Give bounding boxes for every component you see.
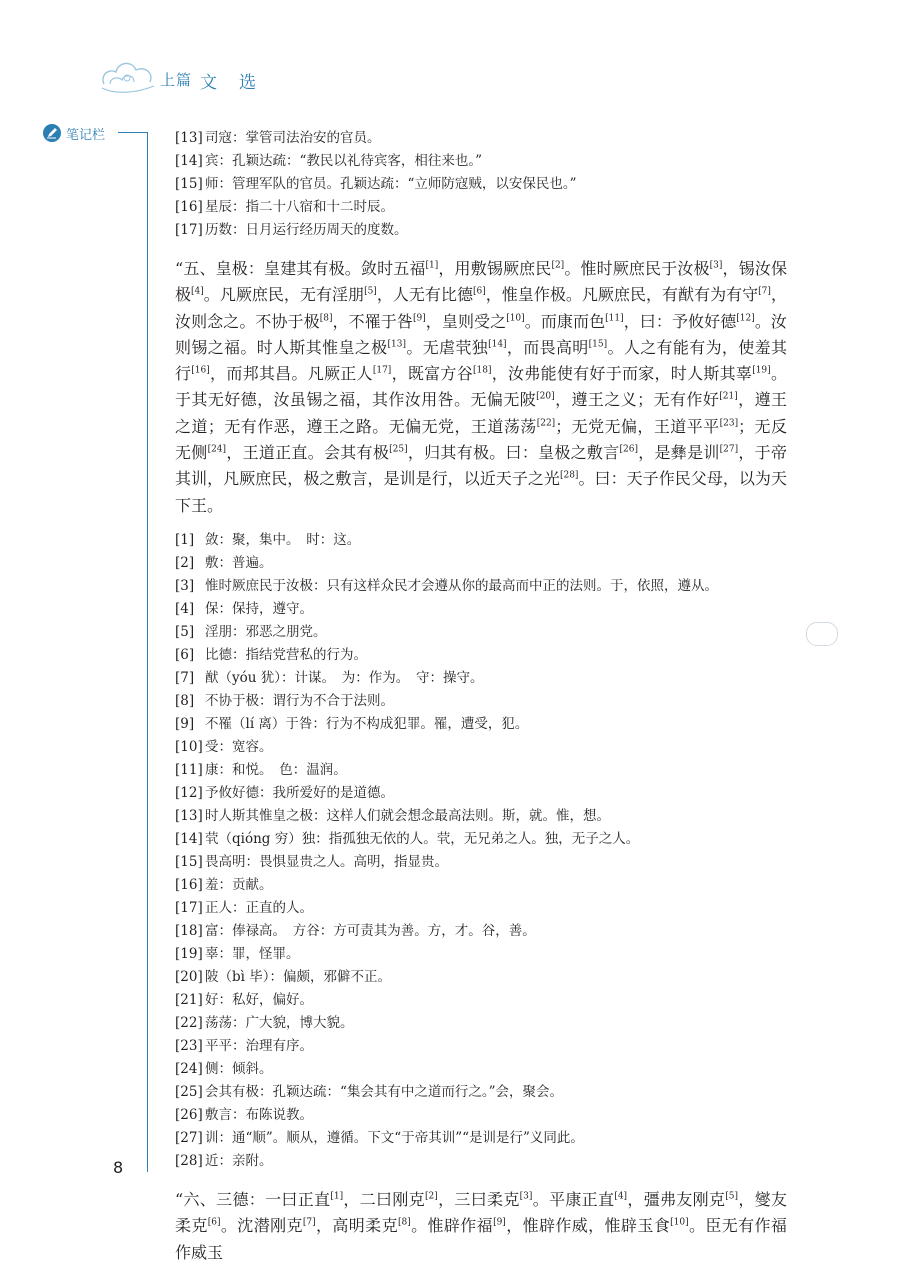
annotation-item <box>175 989 787 1012</box>
text-run: ，三曰柔克 <box>437 1189 520 1209</box>
footnote-ref: [8] <box>319 313 333 324</box>
text-run: ，遵王之义；无有作好 <box>554 390 720 410</box>
annotation-text: 平平：治理有序。 <box>205 1037 313 1054</box>
annotation-item <box>175 759 787 782</box>
annotation-text: 惟时厥庶民于汝极：只有这样众民才会遵从你的最高而中正的法则。于，依照，遵从。 <box>205 577 718 594</box>
decorative-badge <box>806 622 838 646</box>
annotation-number: [16] <box>175 199 203 215</box>
text-run: ，遵王之道；无有作恶，遵王之路。无偏无党，王道荡荡 <box>175 390 787 436</box>
annotation-number: [18] <box>175 922 203 939</box>
text-run: ，于帝其训，凡厥庶民，极之敷言，是训是行，以近天子之光 <box>175 443 787 489</box>
annotation-text: 师：管理军队的官员。孔颖达疏：“立师防寇贼，以安保民也。” <box>205 176 577 192</box>
text-run: 。曰：天子作民父母，以为天下王。 <box>175 469 787 515</box>
text-run: ，燮友柔克 <box>175 1189 787 1236</box>
annotation-item <box>175 1058 787 1081</box>
footnote-ref: [12] <box>736 313 755 324</box>
annotation-number: [15] <box>175 853 203 870</box>
annotation-number: [26] <box>175 1106 203 1123</box>
annotation-text: 正人：正直的人。 <box>205 899 313 916</box>
text-run: ，而畏高明 <box>506 337 589 357</box>
annotation-item <box>175 598 787 621</box>
annotation-item <box>175 851 787 874</box>
annotation-item <box>175 219 787 242</box>
annotation-item <box>175 874 787 897</box>
text-run: ，王道正直。会其有极 <box>226 443 390 463</box>
annotation-number: [22] <box>175 1014 203 1031</box>
annotation-text: 受：宽容。 <box>205 738 273 755</box>
annotation-item <box>175 966 787 989</box>
footnote-ref: [15] <box>588 339 608 350</box>
annotation-number: [13] <box>175 807 203 824</box>
text-run: “六、三德：一曰正直 <box>175 1189 331 1209</box>
text-run: ，汝则念之。不协于极 <box>175 285 787 331</box>
annotations-group-1 <box>175 127 787 242</box>
footnote-ref: [9] <box>493 1217 506 1228</box>
annotation-text: 侧：倾斜。 <box>205 1060 273 1077</box>
paragraph-huangji <box>175 256 787 519</box>
annotation-number: [10] <box>175 738 203 755</box>
text-run: ，用敷锡厥庶民 <box>438 259 552 278</box>
note-column-text: 笔记栏 <box>66 127 106 143</box>
annotation-number: [14] <box>175 830 203 847</box>
footnote-ref: [10] <box>506 313 525 324</box>
running-header <box>100 58 820 98</box>
annotation-text: 历数：日月运行经历周天的度数。 <box>205 222 408 238</box>
text-run: 。于其无好德，汝虽锡之福，其作汝用咎。无偏无陂 <box>175 364 787 410</box>
annotation-text: 近：亲附。 <box>205 1152 273 1169</box>
text-run: ，既富方谷 <box>391 364 473 384</box>
annotation-item <box>175 943 787 966</box>
page-content <box>175 127 787 1266</box>
annotation-item <box>175 127 787 150</box>
footnote-ref: [4] <box>614 1191 628 1202</box>
annotation-text: 保：保持，遵守。 <box>205 600 313 617</box>
annotation-text: 训：通“顺”。顺从，遵循。下文“于帝其训”“是训是行”义同此。 <box>205 1129 584 1146</box>
annotation-item <box>175 575 787 598</box>
annotation-item <box>175 1035 787 1058</box>
annotation-item <box>175 621 787 644</box>
footnote-ref: [18] <box>472 365 492 376</box>
annotation-text: 宾：孔颖达疏：“教民以礼待宾客，相往来也。” <box>205 153 483 169</box>
footnote-ref: [14] <box>488 339 507 350</box>
annotation-item <box>175 644 787 667</box>
pencil-note-icon <box>42 123 62 143</box>
annotation-number: [27] <box>175 1129 203 1146</box>
text-run: ，锡汝保极 <box>175 259 787 305</box>
header-part: 上篇 <box>160 71 193 89</box>
annotation-text: 陂（bì 毕）：偏颇，邪僻不正。 <box>205 968 392 985</box>
footnote-ref: [28] <box>559 471 579 482</box>
annotation-text: 羞：贡献。 <box>205 876 273 893</box>
annotation-item <box>175 828 787 851</box>
annotation-number: [1] <box>175 531 195 548</box>
annotation-item <box>175 150 787 173</box>
annotation-text: 敷言：布陈说教。 <box>205 1106 313 1123</box>
text-run: ，是彝是训 <box>637 443 720 463</box>
annotation-number: [19] <box>175 945 203 962</box>
footnote-ref: [5] <box>725 1191 739 1202</box>
annotation-number: [7] <box>175 669 195 686</box>
footnote-ref: [22] <box>536 418 556 429</box>
annotation-number: [25] <box>175 1083 203 1100</box>
footnote-ref: [25] <box>389 444 408 455</box>
annotation-number: [28] <box>175 1152 203 1169</box>
text-run: ，皇则受之 <box>425 311 507 331</box>
text-run: ，彊弗友刚克 <box>627 1189 726 1209</box>
annotation-number: [9] <box>175 715 195 732</box>
footnote-ref: [3] <box>519 1191 533 1202</box>
footnote-ref: [4] <box>191 286 204 297</box>
annotation-item <box>175 805 787 828</box>
annotation-number: [24] <box>175 1060 203 1077</box>
annotation-item <box>175 552 787 575</box>
footnote-ref: [20] <box>536 392 555 403</box>
annotation-text: 星辰：指二十八宿和十二时辰。 <box>205 199 394 215</box>
annotation-text: 荡荡：广大貌，博大貌。 <box>205 1014 354 1031</box>
text-run: ，惟皇作极。凡厥庶民，有猷有为有守 <box>485 285 759 305</box>
annotation-number: [21] <box>175 991 203 1008</box>
annotation-text: 敷：普遍。 <box>205 554 273 571</box>
annotation-number: [13] <box>175 130 203 146</box>
footnote-ref: [21] <box>719 392 738 403</box>
text-run: 。无虐茕独 <box>406 337 489 357</box>
text-run: ；无党无偏，王道平平 <box>555 416 720 436</box>
annotation-text: 好：私好，偏好。 <box>205 991 313 1008</box>
annotation-number: [17] <box>175 222 203 238</box>
note-column-label <box>42 123 105 143</box>
annotation-text: 畏高明：畏惧显贵之人。高明，指显贵。 <box>205 853 448 870</box>
footnote-ref: [10] <box>670 1217 689 1228</box>
footnote-ref: [2] <box>551 260 565 271</box>
text-run: ，而邦其昌。凡厥正人 <box>209 364 373 384</box>
text-run: ；无反无侧 <box>175 416 787 463</box>
text-run: ，高明柔克 <box>315 1216 398 1236</box>
text-run: ，曰：予攸好德 <box>623 311 737 331</box>
annotation-item <box>175 1127 787 1150</box>
sidebar-rule <box>118 132 148 133</box>
annotation-text: 猷（yóu 犹）：计谋。 为：作为。 守：操守。 <box>205 669 484 686</box>
annotation-number: [8] <box>175 692 195 709</box>
text-run: ，惟辟作威，惟辟玉食 <box>505 1216 671 1236</box>
annotation-item <box>175 1104 787 1127</box>
annotation-text: 比德：指结党营私的行为。 <box>205 646 367 663</box>
annotation-item <box>175 736 787 759</box>
footnote-ref: [13] <box>387 339 406 350</box>
header-section-title: 文选 <box>200 73 278 93</box>
annotation-item <box>175 1150 787 1173</box>
footnote-ref: [6] <box>207 1217 221 1228</box>
annotation-number: [17] <box>175 899 203 916</box>
annotation-number: [11] <box>175 761 203 778</box>
annotation-number: [12] <box>175 784 203 801</box>
annotation-item <box>175 529 787 552</box>
footnote-ref: [23] <box>719 418 739 429</box>
footnote-ref: [5] <box>364 286 377 297</box>
footnote-ref: [3] <box>709 260 723 271</box>
annotation-number: [15] <box>175 176 203 192</box>
text-run: ，二曰刚克 <box>343 1189 425 1209</box>
text-run: ，人无有比德 <box>376 285 473 305</box>
annotation-number: [4] <box>175 600 195 617</box>
text-run: ，不罹于咎 <box>332 311 413 331</box>
annotation-item <box>175 1081 787 1104</box>
text-run: ，汝弗能使有好于而家，时人斯其辜 <box>491 364 753 384</box>
footnote-ref: [11] <box>605 313 624 324</box>
text-run: 。而康而色 <box>524 311 606 331</box>
footnote-ref: [9] <box>412 313 426 324</box>
annotation-text: 不协于极：谓行为不合于法则。 <box>205 692 394 709</box>
footnote-ref: [26] <box>619 444 638 455</box>
text-run: “五、皇极：皇建其有极。敛时五福 <box>175 259 426 278</box>
text-run: 。沈潜刚克 <box>220 1216 303 1236</box>
cloud-logo-icon <box>100 58 156 96</box>
margin-divider <box>147 132 148 1172</box>
text-run: 。人之有能有为，使羞其行 <box>175 337 787 384</box>
annotation-number: [16] <box>175 876 203 893</box>
annotation-number: [20] <box>175 968 203 985</box>
annotations-group-2 <box>175 529 787 1173</box>
paragraph-sande <box>175 1187 787 1266</box>
annotation-item <box>175 196 787 219</box>
page-number: 8 <box>113 1158 124 1177</box>
text-run: 。惟辟作福 <box>410 1216 494 1236</box>
annotation-item <box>175 173 787 196</box>
annotation-number: [23] <box>175 1037 203 1054</box>
footnote-ref: [1] <box>425 260 439 271</box>
annotation-text: 敛：聚，集中。 时：这。 <box>205 531 361 548</box>
annotation-text: 不罹（lí 离）于咎：行为不构成犯罪。罹，遭受，犯。 <box>205 715 529 732</box>
annotation-item <box>175 1012 787 1035</box>
footnote-ref: [1] <box>330 1191 344 1202</box>
footnote-ref: [7] <box>758 286 771 297</box>
text-run: 。惟时厥庶民于汝极 <box>564 259 710 278</box>
footnote-ref: [2] <box>425 1191 438 1202</box>
annotation-text: 辜：罪，怪罪。 <box>205 945 300 962</box>
footnote-ref: [24] <box>207 444 227 455</box>
annotation-item <box>175 897 787 920</box>
annotation-number: [5] <box>175 623 195 640</box>
annotation-text: 会其有极：孔颖达疏：“集会其有中之道而行之。”会，聚会。 <box>205 1083 564 1100</box>
footnote-ref: [8] <box>397 1217 411 1228</box>
footnote-ref: [7] <box>302 1217 316 1228</box>
annotation-text: 予攸好德：我所爱好的是道德。 <box>205 784 394 801</box>
annotation-number: [2] <box>175 554 195 571</box>
text-run: 。汝则锡之福。时人斯其惟皇之极 <box>175 311 787 357</box>
footnote-ref: [6] <box>472 286 486 297</box>
annotation-item <box>175 713 787 736</box>
footnote-ref: [17] <box>372 365 392 376</box>
text-run: 。臣无有作福作威玉 <box>175 1216 787 1262</box>
annotation-number: [3] <box>175 577 195 594</box>
annotation-item <box>175 920 787 943</box>
annotation-number: [14] <box>175 153 203 169</box>
footnote-ref: [27] <box>719 444 739 455</box>
footnote-ref: [19] <box>752 365 771 376</box>
annotation-text: 时人斯其惟皇之极：这样人们就会想念最高法则。斯，就。惟，想。 <box>205 807 610 824</box>
text-run: 。平康正直 <box>532 1189 615 1209</box>
annotation-item <box>175 690 787 713</box>
annotation-text: 康：和悦。 色：温润。 <box>205 761 347 778</box>
text-run: 。凡厥庶民，无有淫朋 <box>203 285 365 305</box>
text-run: ，归其有极。曰：皇极之敷言 <box>407 443 620 463</box>
annotation-text: 富：俸禄高。 方谷：方可责其为善。方，才。谷，善。 <box>205 922 536 939</box>
annotation-item <box>175 782 787 805</box>
annotation-text: 茕（qióng 穷）独：指孤独无依的人。茕，无兄弟之人。独，无子之人。 <box>205 830 640 847</box>
annotation-item <box>175 667 787 690</box>
annotation-text: 司寇：掌管司法治安的官员。 <box>205 130 381 146</box>
annotation-number: [6] <box>175 646 195 663</box>
annotation-text: 淫朋：邪恶之朋党。 <box>205 623 327 640</box>
footnote-ref: [16] <box>191 365 210 376</box>
